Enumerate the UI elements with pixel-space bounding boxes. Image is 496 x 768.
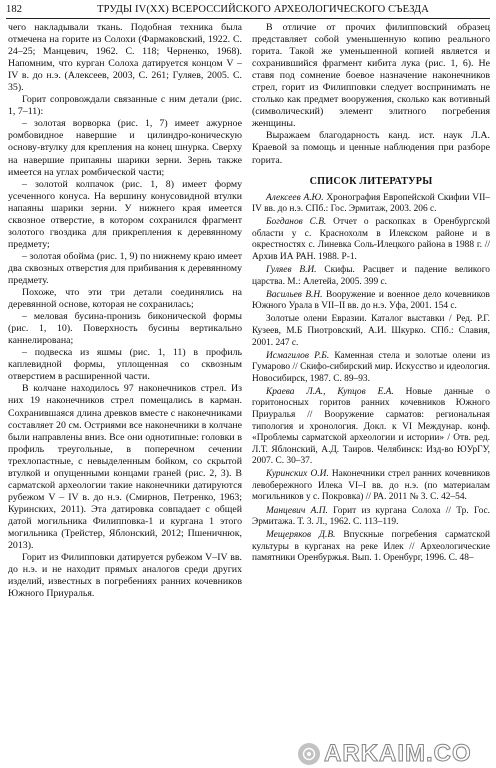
- reference-text: Скифы. Расцвет и падение великого царства. М.: Алетейа, 2005. 399 с.: [252, 265, 490, 287]
- watermark-text: ARKAIM.CO: [324, 740, 472, 767]
- reference-text: Наконечники стрел ранних кочевников левобережного Илека VI–I вв. до н.э. (по материалам могильников у с. Покровка) // РА. 2011 № 3. С. 42–54.: [252, 469, 490, 503]
- paragraph: Горит из Филипповки датируется рубежом V–IV вв. до н.э. и не находит прямых аналогов среди других изделий, известных в погребениях ранних кочевников Южного Приуралья.: [8, 552, 242, 600]
- reference-entry: [252, 530, 490, 565]
- reference-author: Исмагилов Р.Б.: [266, 350, 330, 361]
- paragraph: Выражаем благодарность канд. ист. наук Л.А. Краевой за помощь и ценные наблюдения при разборе горита.: [252, 130, 490, 166]
- reference-author: Манцевич А.П.: [266, 505, 328, 516]
- paragraph: – меловая бусина-пронизь биконической формы (рис. 1, 10). Поверхность бусины вертикально каннелирована;: [8, 311, 242, 347]
- paragraph: – подвеска из яшмы (рис. 1, 11) в профиль каплевидной формы, уплощенная со сквозным отверстием в расширенной части.: [8, 347, 242, 383]
- reference-text: Вооружение и военное дело кочевников Южного Урала в VII–II вв. до н.э. Уфа, 2001. 154 с.: [252, 289, 490, 312]
- reference-entry: [252, 193, 490, 216]
- reference-author: Гуляев В.И.: [266, 265, 317, 276]
- reference-entry: [252, 290, 490, 313]
- references-list: [252, 193, 490, 565]
- reference-author: Богданов С.В.: [266, 217, 327, 228]
- references-title: СПИСОК ЛИТЕРАТУРЫ: [309, 175, 433, 187]
- left-column: [8, 22, 242, 768]
- journal-title: ТРУДЫ IV(XX) ВСЕРОССИЙСКОГО АРХЕОЛОГИЧЕСКОГО СЪЕЗДА: [97, 4, 429, 15]
- paragraph: – золотой колпачок (рис. 1, 8) имеет форму усеченного конуса. На вершину конусовидной втулки напаяны шарики зерни. У нижнего края имеется сквозное отверстие, в котором сохранился фрагмент золотого гвоздика для прикрепления к деревянному предмету;: [8, 178, 242, 250]
- reference-entry: [252, 351, 490, 386]
- reference-author: Куринских О.И.: [266, 469, 329, 480]
- reference-entry: [252, 217, 490, 263]
- reference-entry: [252, 265, 490, 288]
- paragraph: В колчане находилось 97 наконечников стрел. Из них 19 наконечников стрел помещались в карман. Сохранившаяся длина древков вместе с наконечниками составляет 20 см. Остриями все наконечники в колчане были направлены вниз. Все они однотипные: головки в профиль треугольные, в поперечном сечении трехлопастные, с невыделенным бойком, со скрытой втулкой и опущенными концами граней (рис. 2, 3). В сарматской археологии такие наконечники датируются рубежом V – IV в. до н.э. (Смирнов, Петренко, 1963; Куринских, 2011). Эта датировка совпадает с общей датой могильника Филипповка-1 и кургана 1 этого могильника (Трейстер, Яблонский, 2012; Пшеничнюк, 2013).: [8, 383, 242, 552]
- reference-text: Золотые олени Евразии. Каталог выставки / Ред. Р.Г. Кузеев, М.Б Пиотровский, А.И. Шкурко. СПб.: Славия, 2001. 247 с.: [252, 314, 490, 348]
- reference-author: Васильев В.Н.: [266, 289, 323, 300]
- reference-entry: [252, 314, 490, 349]
- paragraph: Похоже, что эти три детали соединялись на деревянной основе, которая не сохранилась;: [8, 287, 242, 311]
- paragraph: – золотая ворворка (рис. 1, 7) имеет ажурное ромбовидное навершие и цилиндро-коническую основу-втулку для крепления на конец шнурка. Сверху на навершие припаяны шарики зерни. Зернь также имеется на углах ромбической части;: [8, 118, 242, 178]
- reference-text: Хронография Европейской Скифии VII–IV вв. до н.э. СПб.: Гос. Эрмитаж, 2003. 206 с.: [252, 192, 490, 215]
- reference-entry: [252, 469, 490, 504]
- reference-entry: [252, 387, 490, 468]
- reference-text: Отчет о раскопках в Оренбургской области у с. Краснохолм в Илекском районе и в окрестностях с. Линевка Соль-Илецкого района в 1988 г. // Архив ИА РАН. 1988. Р-1.: [252, 217, 490, 262]
- reference-entry: [252, 506, 490, 529]
- reference-author: Мещеряков Д.В.: [266, 530, 336, 541]
- reference-author: Алексеев А.Ю.: [266, 192, 324, 203]
- paragraph: чего накладывали ткань. Подобная техника была отмечена на горите из Солохи (Фармаковский, 1922. С. 24–25; Манцевич, 1962. С. 118; Черненко, 1968). Напомним, что курган Солоха датируется концом V – IV в. до н.э. (Алексеев, 2003, С. 261; Гуляев, 2005. С. 35).: [8, 22, 242, 94]
- paragraph: Горит сопровождали связанные с ним детали (рис. 1, 7–11):: [8, 94, 242, 118]
- reference-text: Каменная стела и золотые олени из Гумарово // Скифо-сибирский мир. Искусство и идеология. Новосибирск, 1987. С. 89–93.: [252, 350, 490, 384]
- running-header: [6, 2, 490, 19]
- reference-author: Краева Л.А., Купцов Е.А.: [266, 386, 394, 397]
- page-number: 182: [6, 4, 23, 15]
- reference-text: Впускные погребения сарматской культуры в курганах на реке Илек // Археологические памятники Оренбуржья. Вып. 1. Оренбург, 1996. С. 48–: [252, 530, 490, 564]
- paragraph: – золотая обойма (рис. 1, 9) по нижнему краю имеет два сквозных отверстия для прибивания к деревянному предмету.: [8, 250, 242, 286]
- right-column: [252, 22, 490, 768]
- reference-text: Новые данные о горитоносных горитов ранних кочевников Южного Приуралья // Вооружение сарматов: региональная типология и хронология. Докл. к VI Междунар. конф. «Проблемы сарматской археологии и истории» / Отв. ред. Л.Т. Яблонский, А.Д. Таиров. Челябинск: Изд-во ЮУрГУ, 2007. С. 30–37.: [252, 386, 490, 467]
- reference-text: Горит из кургана Солоха // Тр. Гос. Эрмитажа. Т. 3. Л., 1962. С. 113–119.: [252, 505, 490, 528]
- right-column-body: [252, 22, 490, 167]
- paragraph: В отличие от прочих филипповский образец представляет собой уменьшенную копию реального горита. Такой же уменьшенной копией является и сохранившийся фрагмент кибита лука (рис. 1, 6). Не ставя под сомнение боевое назначение наконечников стрел, горит из Филипповки следует воспринимать не столько как предмет вооружения, сколько как вотивный (символический) элемент элитного погребения женщины.: [252, 22, 490, 130]
